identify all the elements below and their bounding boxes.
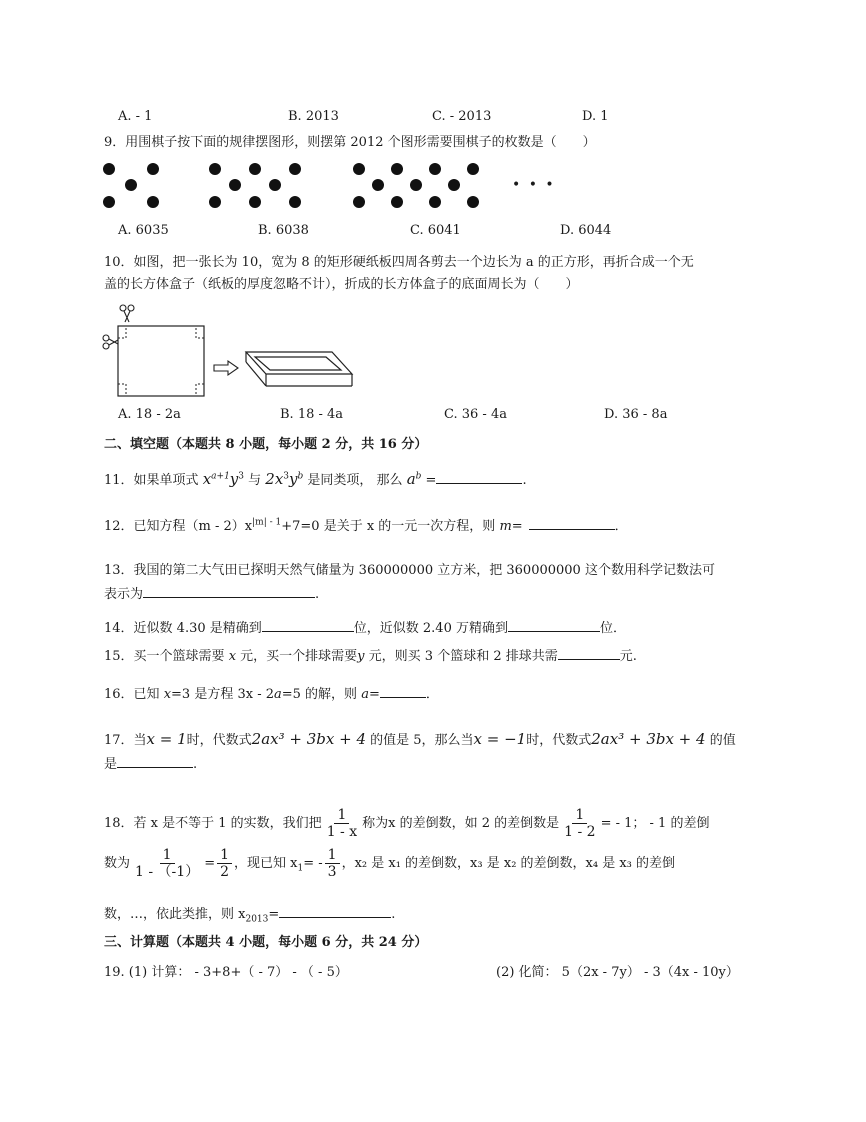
- q11-answer-blank: [436, 470, 522, 484]
- pattern-figure-2: [209, 163, 301, 208]
- fraction-1-over-2: $\frac{1}{2}$: [217, 847, 232, 880]
- pattern-ellipsis: • • •: [512, 177, 556, 193]
- q8-option-b: B. 2013: [288, 109, 339, 124]
- q16: 16．已知 x=3 是方程 3x - 2a=5 的解，则 a= ．: [104, 684, 439, 704]
- q10-option-c: C. 36 - 4a: [444, 407, 507, 422]
- pattern-figure-1: [103, 163, 159, 208]
- scissors-icon: [120, 305, 134, 322]
- q18-line1: 18．若 x 是不等于 1 的实数，我们把 $\frac{1}{1 - x}$ 称为x 的差倒数，如 2 的差倒数是 $\frac{1}{1 - 2}$ = - 1； - 1 的差倒: [104, 807, 710, 840]
- q13-answer-blank: [143, 584, 315, 598]
- q8-option-a: A. - 1: [118, 109, 153, 124]
- q14: 14．近似数 4.30 是精确到 位，近似数 2.40 万精确到 位．: [104, 618, 626, 638]
- fraction-1-over-1-minus-x: $\frac{1}{1 - x}$: [326, 807, 358, 840]
- q9-option-a: A. 6035: [118, 223, 169, 238]
- q8-option-d: D. 1: [582, 109, 609, 124]
- q17-answer-blank: [117, 754, 193, 768]
- q19-part1: 19. (1) 计算： - 3+8+（ - 7） - （ - 5）: [104, 965, 348, 980]
- q14-answer-blank-1: [262, 618, 354, 632]
- q19-part2: (2) 化简： 5（2x - 7y） - 3（4x - 10y）: [496, 965, 739, 980]
- q18-line3: 数，…，依此类推，则 $x_{2013}=$ .: [104, 904, 395, 924]
- q16-answer-blank: [380, 684, 426, 698]
- q11: 11．如果单项式 $x^{a+1}y^3$ 与 $2x^3y^b$ 是同类项， 那么 $a^b$ = .: [104, 470, 527, 488]
- fraction-1-over-1-minus-2: $\frac{1}{1 - 2}$: [564, 807, 596, 840]
- q15: 15．买一个篮球需要 x 元，买一个排球需要y 元，则买 3 个篮球和 2 排球共需 元.: [104, 646, 637, 666]
- q12-answer-blank: [529, 516, 615, 530]
- q17-line1: 17．当x = 1时，代数式2ax³ + 3bx + 4 的值是 5，那么当x = −1时，代数式2ax³ + 3bx + 4 的值: [104, 730, 736, 748]
- q17-line2: 是 .: [104, 754, 197, 774]
- q9-option-b: B. 6038: [258, 223, 309, 238]
- fraction-1-over-1-minus-neg1: $\frac{1}{1 - (-1)}$: [135, 847, 200, 880]
- q15-answer-blank: [558, 646, 620, 660]
- q10-option-d: D. 36 - 8a: [604, 407, 668, 422]
- q18-line2: 数为 $\frac{1}{1 - (-1)}$ = $\frac{1}{2}$ ，现已知 $x_1=$ - $\frac{1}{3}$ ，x₂ 是 x₁ 的差倒数，x₃ 是 x₂ 的差倒数，x₄ 是 x₃ 的差倒: [104, 847, 676, 880]
- q14-answer-blank-2: [508, 618, 600, 632]
- fraction-1-over-3: $\frac{1}{3}$: [325, 847, 340, 880]
- scissors-icon-left: [103, 335, 118, 349]
- q13-line1: 13．我国的第二大气田已探明天然气储量为 360000000 立方米，把 360000000 这个数用科学记数法可: [104, 563, 715, 578]
- go-stones-pattern-figure: [100, 160, 540, 212]
- arrow-right-icon: [214, 361, 238, 375]
- q9-option-d: D. 6044: [560, 223, 612, 238]
- q10-option-a: A. 18 - 2a: [118, 407, 181, 422]
- q8-option-c: C. - 2013: [432, 109, 492, 124]
- q10-option-b: B. 18 - 4a: [280, 407, 344, 422]
- open-box: [246, 352, 352, 386]
- section3-heading: 三、计算题（本题共 4 小题，每小题 6 分，共 24 分）: [104, 935, 428, 950]
- q12: 12．已知方程$(m - 2)x^{|m| - 1}+7=0$ 是关于 x 的一元一次方程，则 m= ．: [104, 517, 628, 534]
- cardboard-box-figure: [100, 302, 360, 402]
- q9-text: 9．用围棋子按下面的规律摆图形，则摆第 2012 个图形需要围棋子的枚数是（ ）: [104, 135, 596, 150]
- section2-heading: 二、填空题（本题共 8 小题，每小题 2 分，共 16 分）: [104, 437, 428, 452]
- q10-text-line2: 盖的长方体盒子（纸板的厚度忽略不计），折成的长方体盒子的底面周长为（ ）: [104, 277, 579, 292]
- pattern-figure-3: [353, 163, 479, 208]
- q18-answer-blank: [279, 904, 391, 918]
- q10-text-line1: 10．如图，把一张长为 10，宽为 8 的矩形硬纸板四周各剪去一个边长为 a 的正方形，再折合成一个无: [104, 255, 694, 270]
- q9-option-c: C. 6041: [410, 223, 461, 238]
- q13-line2: 表示为 .: [104, 584, 319, 604]
